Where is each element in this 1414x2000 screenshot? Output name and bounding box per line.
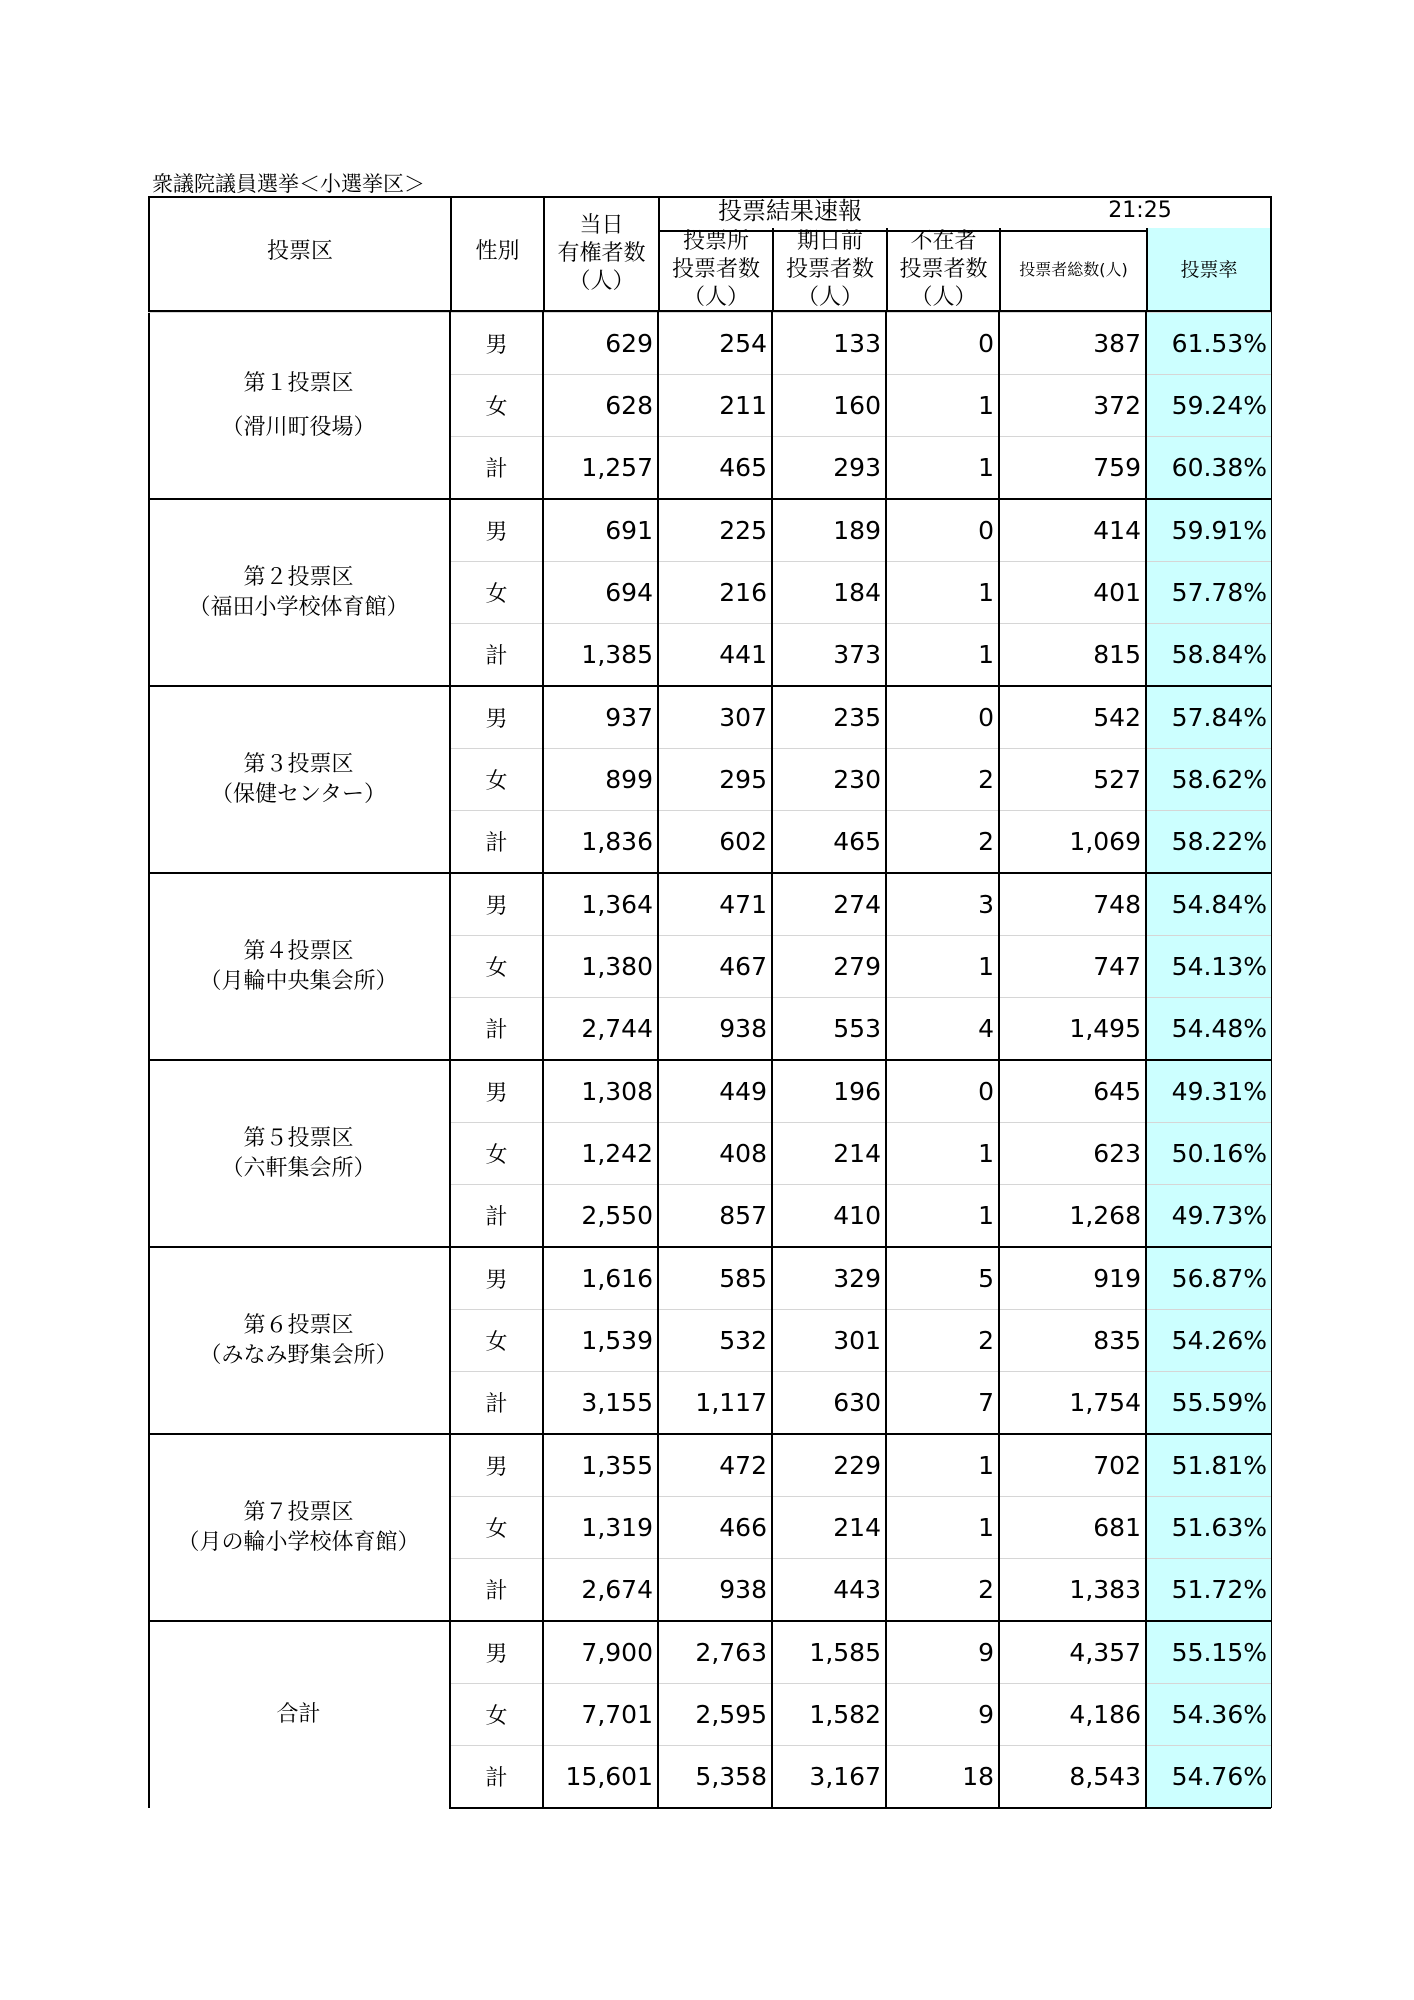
rate-cell: 59.24% bbox=[1146, 375, 1271, 437]
eligible-cell: 691 bbox=[543, 499, 658, 562]
polling-cell: 938 bbox=[658, 1559, 772, 1622]
absentee-cell: 0 bbox=[886, 1060, 999, 1123]
polling-cell: 449 bbox=[658, 1060, 772, 1123]
polling-cell: 5,358 bbox=[658, 1746, 772, 1809]
gender-cell: 女 bbox=[450, 936, 543, 998]
eligible-cell: 1,836 bbox=[543, 811, 658, 874]
polling-cell: 466 bbox=[658, 1497, 772, 1559]
gender-cell: 女 bbox=[450, 562, 543, 624]
absentee-cell: 1 bbox=[886, 936, 999, 998]
header-rate: 投票率 bbox=[1180, 259, 1238, 281]
total-cell: 401 bbox=[999, 562, 1146, 624]
absentee-cell: 5 bbox=[886, 1247, 999, 1310]
page-title: 衆議院議員選挙＜小選挙区＞ bbox=[152, 172, 425, 196]
eligible-cell: 1,242 bbox=[543, 1123, 658, 1185]
total-cell: 815 bbox=[999, 624, 1146, 687]
early-cell: 301 bbox=[772, 1310, 886, 1372]
polling-cell: 307 bbox=[658, 686, 772, 749]
absentee-cell: 1 bbox=[886, 1497, 999, 1559]
total-cell: 4,357 bbox=[999, 1621, 1146, 1684]
early-cell: 1,585 bbox=[772, 1621, 886, 1684]
rate-cell: 54.48% bbox=[1146, 998, 1271, 1061]
absentee-cell: 1 bbox=[886, 1123, 999, 1185]
total-cell: 645 bbox=[999, 1060, 1146, 1123]
early-cell: 160 bbox=[772, 375, 886, 437]
eligible-cell: 1,616 bbox=[543, 1247, 658, 1310]
gender-cell: 計 bbox=[450, 1559, 543, 1622]
early-cell: 229 bbox=[772, 1434, 886, 1497]
header-gender: 性別 bbox=[475, 239, 520, 264]
gender-cell: 計 bbox=[450, 624, 543, 687]
absentee-cell: 1 bbox=[886, 624, 999, 687]
rate-cell: 54.76% bbox=[1146, 1746, 1271, 1809]
eligible-cell: 2,744 bbox=[543, 998, 658, 1061]
rate-cell: 51.63% bbox=[1146, 1497, 1271, 1559]
rate-cell: 54.84% bbox=[1146, 873, 1271, 936]
district-name bbox=[148, 1247, 450, 1434]
total-cell: 1,754 bbox=[999, 1372, 1146, 1435]
table-row bbox=[148, 1434, 1271, 1497]
district-label: 第５投票区 bbox=[243, 1125, 354, 1151]
rate-cell: 58.84% bbox=[1146, 624, 1271, 687]
district-name bbox=[148, 873, 450, 1060]
results-table bbox=[148, 312, 1271, 1809]
gender-cell: 女 bbox=[450, 1123, 543, 1185]
polling-cell: 465 bbox=[658, 437, 772, 500]
gender-cell: 計 bbox=[450, 998, 543, 1061]
header-band-title: 投票結果速報 bbox=[718, 197, 862, 225]
header-time: 21:25 bbox=[1108, 198, 1172, 223]
absentee-cell: 4 bbox=[886, 998, 999, 1061]
rate-cell: 49.73% bbox=[1146, 1185, 1271, 1248]
district-name bbox=[148, 686, 450, 873]
polling-cell: 938 bbox=[658, 998, 772, 1061]
eligible-cell: 937 bbox=[543, 686, 658, 749]
district-place: （月輪中央集会所） bbox=[199, 968, 398, 994]
total-cell: 542 bbox=[999, 686, 1146, 749]
early-cell: 230 bbox=[772, 749, 886, 811]
gender-cell: 女 bbox=[450, 749, 543, 811]
district-label: 第１投票区 bbox=[243, 370, 354, 396]
total-cell: 747 bbox=[999, 936, 1146, 998]
district-label: 第４投票区 bbox=[243, 938, 354, 964]
eligible-cell: 1,355 bbox=[543, 1434, 658, 1497]
gender-cell: 計 bbox=[450, 811, 543, 874]
district-place: （月の輪小学校体育館） bbox=[177, 1529, 420, 1555]
polling-cell: 211 bbox=[658, 375, 772, 437]
polling-cell: 471 bbox=[658, 873, 772, 936]
rate-cell: 55.59% bbox=[1146, 1372, 1271, 1435]
polling-cell: 857 bbox=[658, 1185, 772, 1248]
rate-cell: 51.81% bbox=[1146, 1434, 1271, 1497]
total-cell: 1,383 bbox=[999, 1559, 1146, 1622]
district-name bbox=[148, 1434, 450, 1621]
rate-cell: 61.53% bbox=[1146, 313, 1271, 375]
rate-cell: 54.36% bbox=[1146, 1684, 1271, 1746]
early-cell: 443 bbox=[772, 1559, 886, 1622]
table-row bbox=[148, 1621, 1271, 1684]
header-polling: 投票所 投票者数 （人） bbox=[671, 229, 760, 310]
total-cell: 1,495 bbox=[999, 998, 1146, 1061]
district-place: （福田小学校体育館） bbox=[188, 594, 409, 620]
rate-cell: 49.31% bbox=[1146, 1060, 1271, 1123]
absentee-cell: 9 bbox=[886, 1684, 999, 1746]
total-cell: 4,186 bbox=[999, 1684, 1146, 1746]
eligible-cell: 1,319 bbox=[543, 1497, 658, 1559]
eligible-cell: 1,257 bbox=[543, 437, 658, 500]
gender-cell: 計 bbox=[450, 437, 543, 500]
table-row bbox=[148, 1247, 1271, 1310]
polling-cell: 602 bbox=[658, 811, 772, 874]
polling-cell: 295 bbox=[658, 749, 772, 811]
gender-cell: 女 bbox=[450, 1684, 543, 1746]
absentee-cell: 2 bbox=[886, 811, 999, 874]
total-cell: 527 bbox=[999, 749, 1146, 811]
polling-cell: 1,117 bbox=[658, 1372, 772, 1435]
total-cell: 414 bbox=[999, 499, 1146, 562]
eligible-cell: 1,385 bbox=[543, 624, 658, 687]
eligible-cell: 2,674 bbox=[543, 1559, 658, 1622]
table-row bbox=[148, 499, 1271, 562]
early-cell: 196 bbox=[772, 1060, 886, 1123]
gender-cell: 計 bbox=[450, 1746, 543, 1809]
polling-cell: 467 bbox=[658, 936, 772, 998]
early-cell: 329 bbox=[772, 1247, 886, 1310]
early-cell: 189 bbox=[772, 499, 886, 562]
absentee-cell: 9 bbox=[886, 1621, 999, 1684]
absentee-cell: 2 bbox=[886, 749, 999, 811]
absentee-cell: 0 bbox=[886, 313, 999, 375]
district-label: 第６投票区 bbox=[243, 1312, 354, 1338]
district-label: 第７投票区 bbox=[243, 1499, 354, 1525]
rate-cell: 60.38% bbox=[1146, 437, 1271, 500]
absentee-cell: 1 bbox=[886, 1185, 999, 1248]
gender-cell: 女 bbox=[450, 1497, 543, 1559]
total-cell: 702 bbox=[999, 1434, 1146, 1497]
district-place: （滑川町役場） bbox=[221, 414, 376, 440]
absentee-cell: 0 bbox=[886, 686, 999, 749]
eligible-cell: 7,701 bbox=[543, 1684, 658, 1746]
district-label: 第２投票区 bbox=[243, 564, 354, 590]
rate-cell: 50.16% bbox=[1146, 1123, 1271, 1185]
gender-cell: 女 bbox=[450, 375, 543, 437]
eligible-cell: 2,550 bbox=[543, 1185, 658, 1248]
polling-cell: 585 bbox=[658, 1247, 772, 1310]
polling-cell: 472 bbox=[658, 1434, 772, 1497]
header-eligible: 当日 有権者数 （人） bbox=[557, 213, 646, 294]
district-label: 合計 bbox=[276, 1702, 321, 1727]
early-cell: 214 bbox=[772, 1497, 886, 1559]
polling-cell: 408 bbox=[658, 1123, 772, 1185]
rate-cell: 58.22% bbox=[1146, 811, 1271, 874]
district-name bbox=[148, 1060, 450, 1247]
total-cell: 387 bbox=[999, 313, 1146, 375]
polling-cell: 532 bbox=[658, 1310, 772, 1372]
eligible-cell: 1,539 bbox=[543, 1310, 658, 1372]
rate-cell: 56.87% bbox=[1146, 1247, 1271, 1310]
total-cell: 1,069 bbox=[999, 811, 1146, 874]
table-row bbox=[148, 313, 1271, 375]
absentee-cell: 1 bbox=[886, 1434, 999, 1497]
rate-cell: 54.26% bbox=[1146, 1310, 1271, 1372]
early-cell: 373 bbox=[772, 624, 886, 687]
early-cell: 553 bbox=[772, 998, 886, 1061]
absentee-cell: 2 bbox=[886, 1310, 999, 1372]
district-name bbox=[148, 313, 450, 500]
polling-cell: 254 bbox=[658, 313, 772, 375]
gender-cell: 男 bbox=[450, 686, 543, 749]
gender-cell: 男 bbox=[450, 1247, 543, 1310]
district-place: （みなみ野集会所） bbox=[199, 1342, 398, 1368]
absentee-cell: 18 bbox=[886, 1746, 999, 1809]
early-cell: 274 bbox=[772, 873, 886, 936]
early-cell: 465 bbox=[772, 811, 886, 874]
polling-cell: 2,595 bbox=[658, 1684, 772, 1746]
total-cell: 1,268 bbox=[999, 1185, 1146, 1248]
gender-cell: 男 bbox=[450, 1434, 543, 1497]
polling-cell: 441 bbox=[658, 624, 772, 687]
absentee-cell: 3 bbox=[886, 873, 999, 936]
header-absentee: 不在者 投票者数 （人） bbox=[899, 229, 988, 310]
total-cell: 681 bbox=[999, 1497, 1146, 1559]
gender-cell: 男 bbox=[450, 1060, 543, 1123]
total-cell: 372 bbox=[999, 375, 1146, 437]
table-row bbox=[148, 873, 1271, 936]
early-cell: 279 bbox=[772, 936, 886, 998]
eligible-cell: 694 bbox=[543, 562, 658, 624]
header-top-line bbox=[148, 196, 658, 198]
early-cell: 184 bbox=[772, 562, 886, 624]
total-cell: 919 bbox=[999, 1247, 1146, 1310]
gender-cell: 女 bbox=[450, 1310, 543, 1372]
early-cell: 1,582 bbox=[772, 1684, 886, 1746]
polling-cell: 2,763 bbox=[658, 1621, 772, 1684]
early-cell: 630 bbox=[772, 1372, 886, 1435]
district-label: 第３投票区 bbox=[243, 751, 354, 777]
eligible-cell: 899 bbox=[543, 749, 658, 811]
gender-cell: 計 bbox=[450, 1185, 543, 1248]
district-name bbox=[148, 1621, 450, 1808]
absentee-cell: 1 bbox=[886, 562, 999, 624]
early-cell: 133 bbox=[772, 313, 886, 375]
rate-cell: 58.62% bbox=[1146, 749, 1271, 811]
early-cell: 3,167 bbox=[772, 1746, 886, 1809]
absentee-cell: 1 bbox=[886, 437, 999, 500]
header-early: 期日前 投票者数 （人） bbox=[785, 229, 874, 310]
early-cell: 293 bbox=[772, 437, 886, 500]
rate-cell: 59.91% bbox=[1146, 499, 1271, 562]
gender-cell: 男 bbox=[450, 1621, 543, 1684]
gender-cell: 男 bbox=[450, 499, 543, 562]
eligible-cell: 629 bbox=[543, 313, 658, 375]
district-place: （六軒集会所） bbox=[221, 1155, 376, 1181]
polling-cell: 225 bbox=[658, 499, 772, 562]
total-cell: 748 bbox=[999, 873, 1146, 936]
total-cell: 835 bbox=[999, 1310, 1146, 1372]
header-total: 投票者総数(人) bbox=[1019, 260, 1128, 279]
gender-cell: 男 bbox=[450, 313, 543, 375]
gender-cell: 男 bbox=[450, 873, 543, 936]
early-cell: 235 bbox=[772, 686, 886, 749]
rate-cell: 55.15% bbox=[1146, 1621, 1271, 1684]
total-cell: 759 bbox=[999, 437, 1146, 500]
eligible-cell: 1,364 bbox=[543, 873, 658, 936]
early-cell: 410 bbox=[772, 1185, 886, 1248]
district-name bbox=[148, 499, 450, 686]
eligible-cell: 15,601 bbox=[543, 1746, 658, 1809]
rate-cell: 51.72% bbox=[1146, 1559, 1271, 1622]
eligible-cell: 1,380 bbox=[543, 936, 658, 998]
total-cell: 8,543 bbox=[999, 1746, 1146, 1809]
absentee-cell: 1 bbox=[886, 375, 999, 437]
rate-cell: 57.78% bbox=[1146, 562, 1271, 624]
polling-cell: 216 bbox=[658, 562, 772, 624]
gender-cell: 計 bbox=[450, 1372, 543, 1435]
table-row bbox=[148, 686, 1271, 749]
eligible-cell: 3,155 bbox=[543, 1372, 658, 1435]
rate-cell: 54.13% bbox=[1146, 936, 1271, 998]
eligible-cell: 628 bbox=[543, 375, 658, 437]
absentee-cell: 2 bbox=[886, 1559, 999, 1622]
early-cell: 214 bbox=[772, 1123, 886, 1185]
absentee-cell: 7 bbox=[886, 1372, 999, 1435]
rate-cell: 57.84% bbox=[1146, 686, 1271, 749]
total-cell: 623 bbox=[999, 1123, 1146, 1185]
district-place: （保健センター） bbox=[210, 781, 387, 807]
absentee-cell: 0 bbox=[886, 499, 999, 562]
eligible-cell: 7,900 bbox=[543, 1621, 658, 1684]
header-district: 投票区 bbox=[266, 239, 333, 264]
eligible-cell: 1,308 bbox=[543, 1060, 658, 1123]
table-row bbox=[148, 1060, 1271, 1123]
